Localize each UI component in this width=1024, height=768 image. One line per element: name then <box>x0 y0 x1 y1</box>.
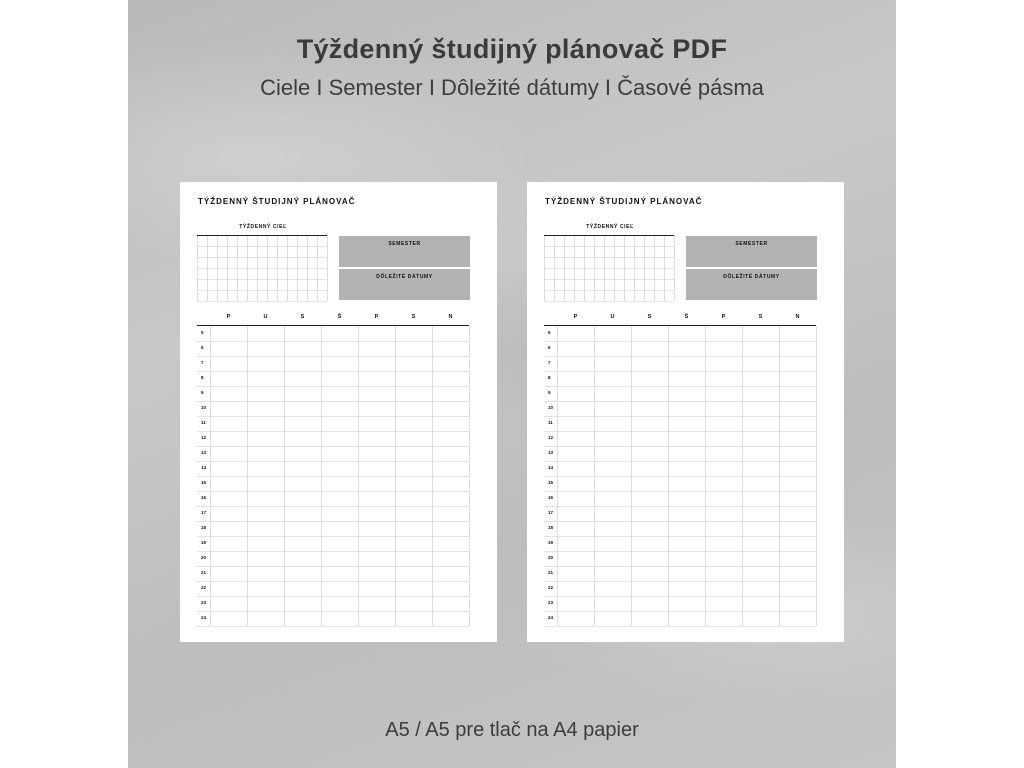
hour-label: 13 <box>201 450 207 455</box>
day-label: U <box>263 314 268 320</box>
hour-label: 15 <box>548 480 554 485</box>
day-label: N <box>795 314 800 320</box>
day-label: S <box>758 314 763 320</box>
day-label: P <box>226 314 231 320</box>
hour-label: 18 <box>201 525 207 530</box>
semester-box <box>339 236 470 267</box>
hour-label: 18 <box>548 525 554 530</box>
weekly-goal-label: TÝŽDENNÝ CIEĽ <box>239 224 287 230</box>
hour-label: 23 <box>548 600 554 605</box>
important-dates-box <box>686 269 817 300</box>
hour-label: 22 <box>201 585 207 590</box>
hour-label: 16 <box>201 495 207 500</box>
day-label: S <box>411 314 416 320</box>
hour-label: 7 <box>201 360 204 365</box>
hour-label: 22 <box>548 585 554 590</box>
hour-label: 5 <box>548 330 551 335</box>
important-dates-box <box>339 269 470 300</box>
hour-label: 21 <box>201 570 207 575</box>
hour-label: 19 <box>548 540 554 545</box>
hour-label: 6 <box>201 345 204 350</box>
hour-label: 10 <box>548 405 554 410</box>
hour-label: 16 <box>548 495 554 500</box>
day-label: S <box>647 314 652 320</box>
day-label: N <box>448 314 453 320</box>
hour-label: 21 <box>548 570 554 575</box>
page-subtitle: Ciele I Semester I Dôležité dátumy I Časové pásma <box>260 75 764 100</box>
day-label: Š <box>684 314 689 320</box>
hour-label: 19 <box>201 540 207 545</box>
hour-label: 7 <box>548 360 551 365</box>
hour-label: 20 <box>201 555 207 560</box>
day-header-row <box>557 314 817 324</box>
schedule-grid <box>544 325 818 627</box>
hour-label: 14 <box>548 465 554 470</box>
day-header-row <box>210 314 470 324</box>
day-label: P <box>573 314 578 320</box>
semester-label: SEMESTER <box>735 241 768 247</box>
format-caption: A5 / A5 pre tlač na A4 papier <box>385 719 639 741</box>
hour-label: 13 <box>548 450 554 455</box>
planner-page-right <box>527 182 844 642</box>
weekly-goal-grid <box>197 235 331 302</box>
planner-title: TÝŽDENNÝ ŠTUDIJNÝ PLÁNOVAČ <box>545 197 703 206</box>
hour-label: 10 <box>201 405 207 410</box>
hour-label: 6 <box>548 345 551 350</box>
hour-label: 17 <box>201 510 207 515</box>
hour-label: 11 <box>548 420 553 425</box>
planner-page-left <box>180 182 497 642</box>
hour-label: 5 <box>201 330 204 335</box>
hour-label: 15 <box>201 480 207 485</box>
hour-label: 12 <box>548 435 554 440</box>
weekly-goal-label: TÝŽDENNÝ CIEĽ <box>586 224 634 230</box>
day-label: Š <box>337 314 342 320</box>
hour-label: 12 <box>201 435 207 440</box>
schedule-grid <box>197 325 471 627</box>
hour-label: 8 <box>548 375 551 380</box>
semester-label: SEMESTER <box>388 241 421 247</box>
hour-label: 24 <box>548 615 554 620</box>
day-label: S <box>300 314 305 320</box>
hour-label: 23 <box>201 600 207 605</box>
day-label: P <box>374 314 379 320</box>
semester-box <box>686 236 817 267</box>
page-title: Týždenný študijný plánovač PDF <box>296 34 728 64</box>
hour-label: 20 <box>548 555 554 560</box>
hour-label: 8 <box>201 375 204 380</box>
hour-label: 24 <box>201 615 207 620</box>
planner-title: TÝŽDENNÝ ŠTUDIJNÝ PLÁNOVAČ <box>198 197 356 206</box>
hour-label: 17 <box>548 510 554 515</box>
hour-label: 11 <box>201 420 206 425</box>
day-label: P <box>721 314 726 320</box>
hour-label: 14 <box>201 465 207 470</box>
weekly-goal-grid <box>544 235 678 302</box>
hour-label: 9 <box>548 390 551 395</box>
day-label: U <box>610 314 615 320</box>
important-dates-label: DÔLEŽITÉ DÁTUMY <box>723 274 780 280</box>
important-dates-label: DÔLEŽITÉ DÁTUMY <box>376 274 433 280</box>
hour-label: 9 <box>201 390 204 395</box>
product-image <box>128 0 896 768</box>
